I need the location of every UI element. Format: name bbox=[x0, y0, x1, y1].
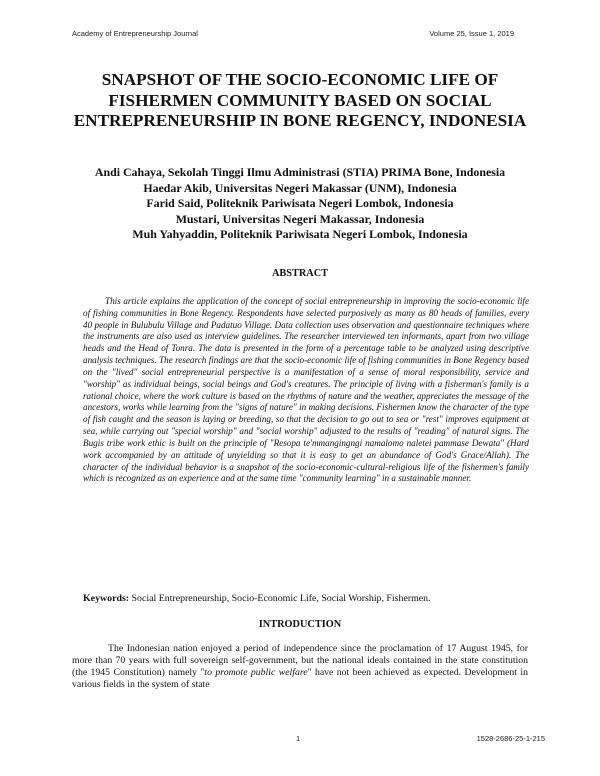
intro-emphasis: to promote public welfare bbox=[204, 667, 308, 679]
author-line: Andi Cahaya, Sekolah Tinggi Ilmu Administrasi (STIA) PRIMA Bone, Indonesia bbox=[94, 165, 506, 179]
introduction-body bbox=[72, 643, 528, 691]
page-number: 1 bbox=[296, 734, 301, 743]
issn: 1528-2686-25-1-215 bbox=[476, 734, 545, 743]
abstract-heading: ABSTRACT bbox=[271, 268, 329, 279]
abstract-body: This article explains the application of the concept of social entrepreneurship in improving the socio-economic life of fishing communities in Bone Regency. Respondents have selected purposively as many as 80 heads of families, every 40 people in Bulubulu Village and Padatuo Village. Data collection uses observation and questionnaire techniques where the instruments are also used as interview guidelines. The researcher interviewed ten informants, apart from two village heads and the Head of Tonra. The data is presented in the form of a percentage table to be analyzed using descriptive analysis techniques. The research findings are that the socio-economic life of fishing communities in Bone Regency based on the "lived" social entrepreneurial perspective is a manifestation of a sense of moral responsibility, service and "worship" as individual beings, social beings and God's creatures. The principle of living with a fisherman's family is a rational choice, where the work culture is based on the rhythms of nature and the weather, appreciates the message of the ancestors, works while learning from the "signs of nature" in making decisions. Fishermen know the character of the type of fish caught and the season is laying or breeding, so that the decision to go out to sea or "rest" improves equipment at sea, while carrying out "special worship" and "social worship" adjusted to the results of "reading" of natural signs. The Bugis tribe work ethic is built on the principle of "Resopa te'mmangingngi namalomo naletei pammase Dewata" (Hard work accompanied by an attitude of unyielding so that it is easy to get an abundance of God's Grace/Allah). The character of the individual behavior is a snapshot of the socio-economic-cultural-religious life of the fishermen's family which is recognized as an experience and at the same time "community learning" in a sustainable manner. bbox=[83, 296, 529, 484]
intro-text-end: " have not been achieved as expected. Development in various fields in the system of state bbox=[72, 667, 528, 691]
author-line: Haedar Akib, Universitas Negeri Makassar (UNM), Indonesia bbox=[143, 180, 457, 195]
author-list bbox=[72, 165, 528, 243]
author-line: Mustari, Universitas Negeri Makassar, Indonesia bbox=[175, 211, 425, 226]
journal-name: Academy of Entrepreneurship Journal bbox=[72, 29, 198, 38]
intro-text-start: The Indonesian nation enjoyed a period of independence since the proclamation of 17 August 1945, for more than 70 years with full sovereign self-government, but the national ideals contained in the state constitution (the 1945 Constitution) namely " bbox=[72, 643, 528, 679]
author-line: Muh Yahyaddin, Politeknik Pariwisata Negeri Lombok, Indonesia bbox=[132, 227, 468, 242]
paper-title: SNAPSHOT OF THE SOCIO-ECONOMIC LIFE OF FISHERMEN COMMUNITY BASED ON SOCIAL ENTREPRENEURSHIP IN BONE REGENCY, INDONESIA bbox=[73, 70, 527, 130]
keywords-label: Keywords: bbox=[83, 593, 130, 604]
introduction-heading: INTRODUCTION bbox=[258, 619, 342, 630]
volume-issue: Volume 25, Issue 1, 2019 bbox=[429, 29, 514, 38]
keywords-list: Social Entrepreneurship, Socio-Economic Life, Social Worship, Fishermen. bbox=[131, 593, 431, 604]
keywords bbox=[83, 593, 529, 604]
author-line: Farid Said, Politeknik Pariwisata Negeri Lombok, Indonesia bbox=[146, 196, 454, 211]
